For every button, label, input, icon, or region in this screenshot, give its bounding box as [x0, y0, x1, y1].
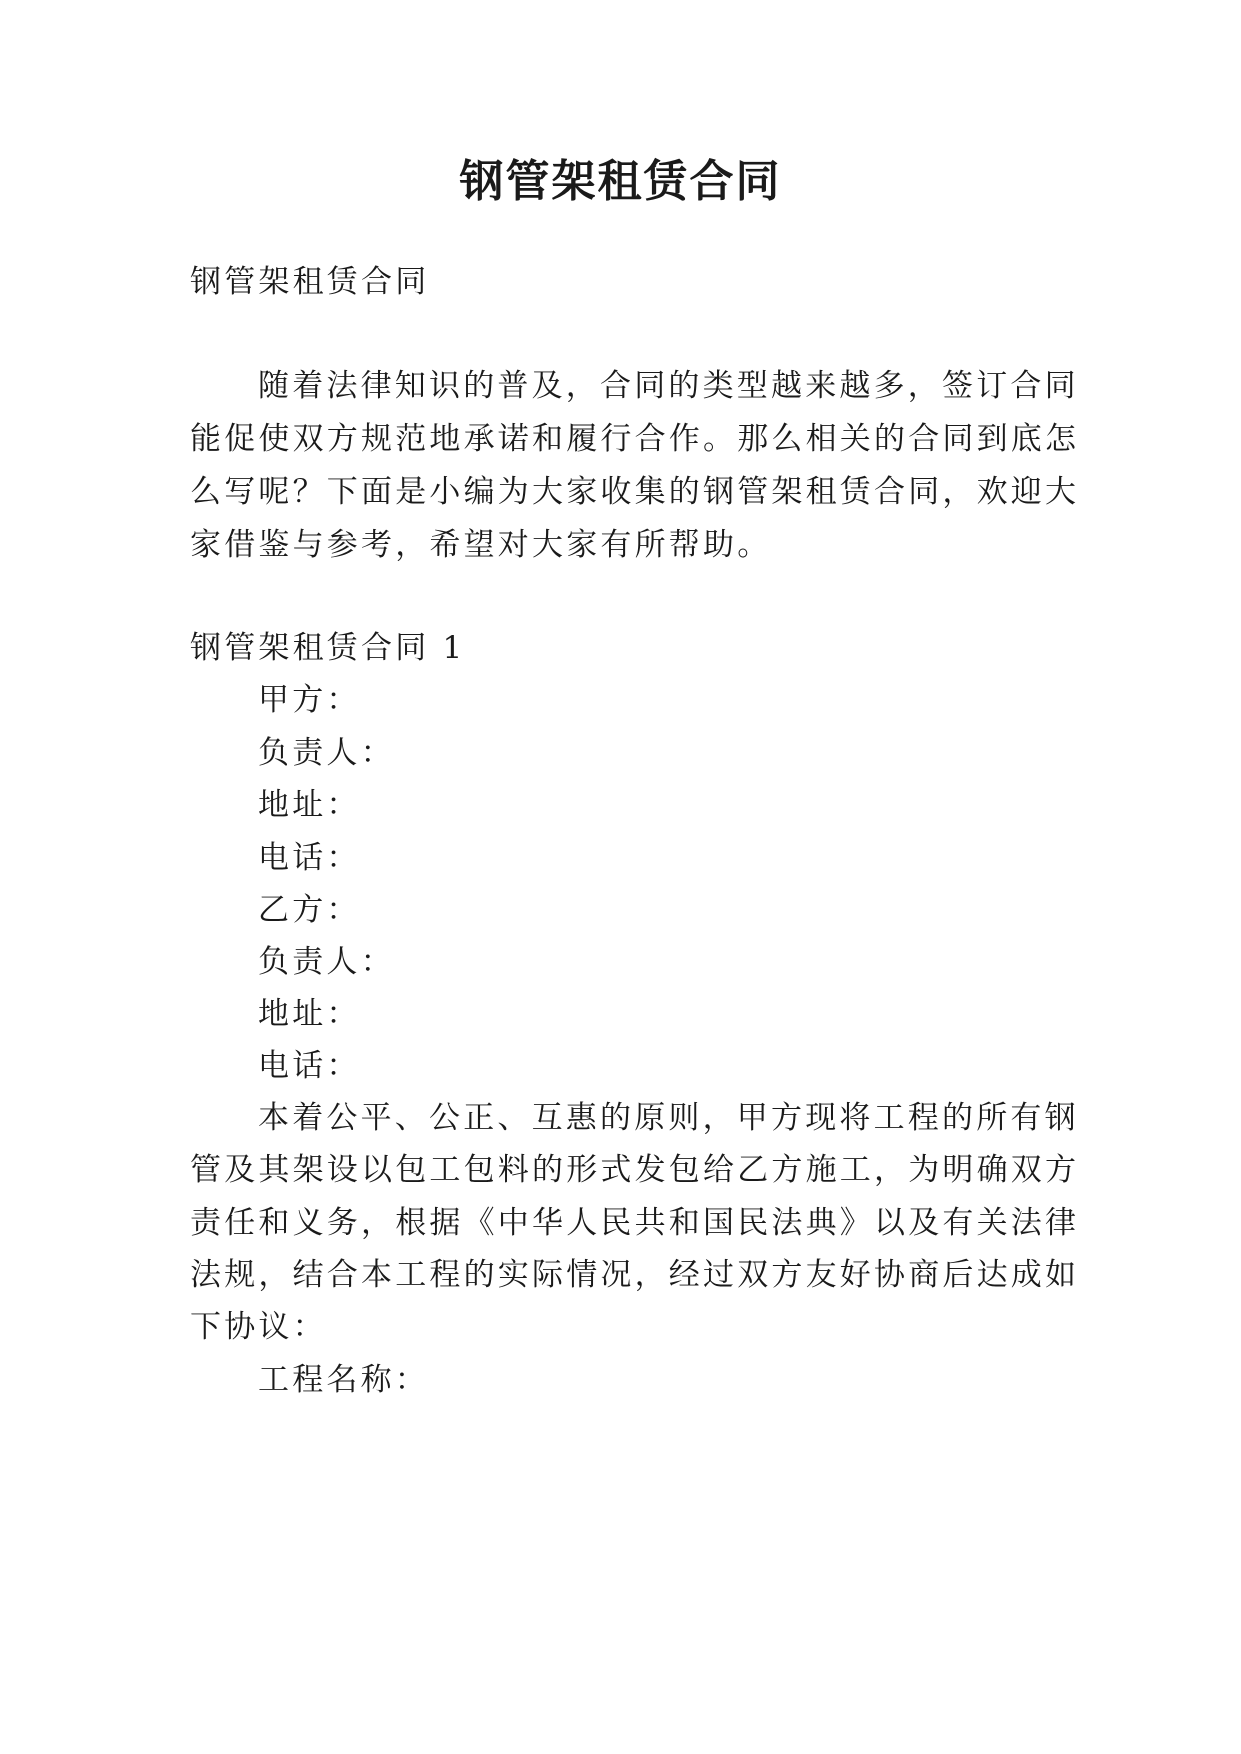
- document-subtitle: 钢管架租赁合同: [190, 264, 430, 300]
- intro-line-4: 家借鉴与参考，希望对大家有所帮助。: [190, 527, 772, 563]
- body-line-5: 下协议：: [190, 1309, 327, 1345]
- party-a-phone: 电话：: [258, 840, 361, 876]
- party-a-responsible: 负责人：: [258, 735, 395, 771]
- body-line-1: 本着公平、公正、互惠的原则，甲方现将工程的所有钢: [258, 1100, 1079, 1136]
- intro-line-1: 随着法律知识的普及，合同的类型越来越多，签订合同: [258, 368, 1079, 404]
- project-name-label: 工程名称：: [258, 1362, 429, 1398]
- document-title: 钢管架租赁合同: [459, 156, 782, 207]
- party-b-label: 乙方：: [258, 892, 361, 928]
- contract-heading: 钢管架租赁合同 1: [190, 630, 466, 666]
- body-line-3: 责任和义务，根据《中华人民共和国民法典》以及有关法律: [190, 1205, 1080, 1241]
- body-line-4: 法规，结合本工程的实际情况，经过双方友好协商后达成如: [190, 1257, 1080, 1293]
- party-b-responsible: 负责人：: [258, 944, 395, 980]
- party-b-phone: 电话：: [258, 1048, 361, 1084]
- intro-line-2: 能促使双方规范地承诺和履行合作。那么相关的合同到底怎: [190, 421, 1080, 457]
- party-b-address: 地址：: [258, 996, 361, 1032]
- party-a-address: 地址：: [258, 787, 361, 823]
- party-a-label: 甲方：: [258, 682, 361, 718]
- body-line-2: 管及其架设以包工包料的形式发包给乙方施工，为明确双方: [190, 1152, 1080, 1188]
- intro-line-3: 么写呢？下面是小编为大家收集的钢管架租赁合同，欢迎大: [190, 474, 1080, 510]
